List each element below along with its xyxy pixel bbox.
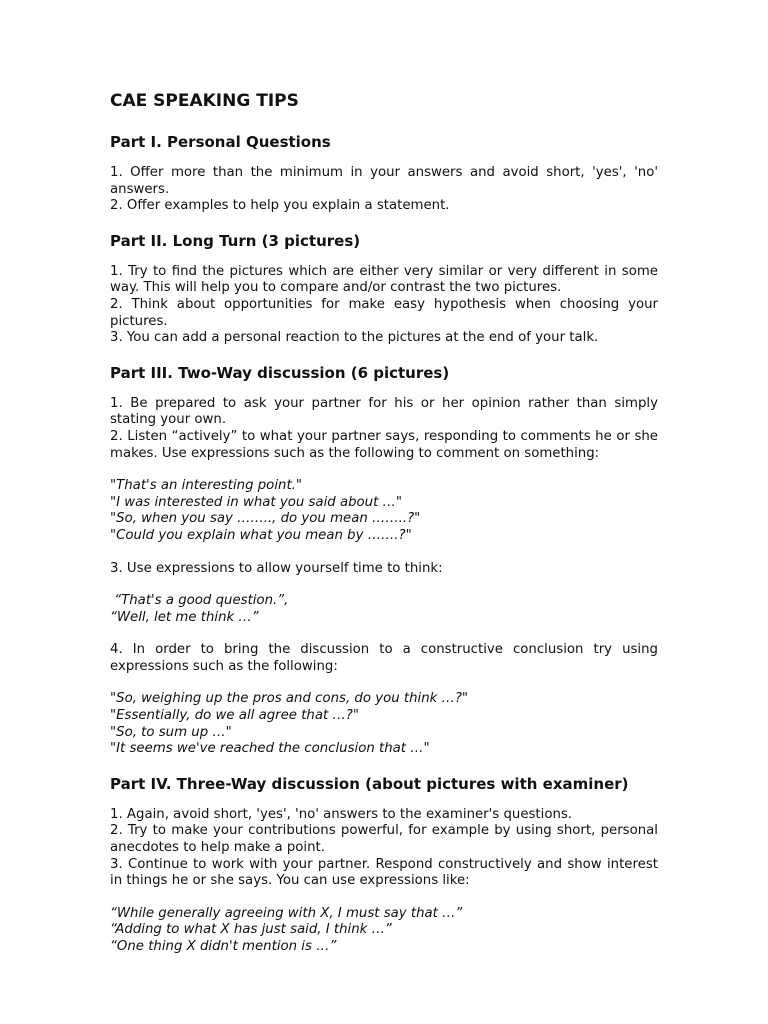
part4-item-3: 3. Continue to work with your partner. Respond constructively and show interest in things he or she says. You can use expressions like: — [110, 856, 658, 889]
part4-item-1: 1. Again, avoid short, 'yes', 'no' answers to the examiner's questions. — [110, 806, 573, 822]
part2-heading: Part II. Long Turn (3 pictures) — [110, 231, 361, 250]
part3-quote-4: "Could you explain what you mean by …….?" — [110, 527, 412, 543]
part4-list — [110, 807, 658, 956]
part3-think-quote-1: “That's a good question.”, — [110, 593, 289, 609]
part2-item-1: 1. Try to find the pictures which are either very similar or very different in some way. This will help you to compare and/or contrast the two pictures. — [110, 263, 658, 296]
part1-list — [110, 165, 658, 215]
part4-quote-3: “One thing X didn't mention is …” — [110, 939, 337, 954]
part4-item-2: 2. Try to make your contributions powerful, for example by using short, personal anecdotes to help make a point. — [110, 823, 658, 856]
part3-list — [110, 396, 658, 774]
part3-conclusion-quote-4: "It seems we've reached the conclusion that …" — [110, 741, 430, 757]
part3-heading: Part III. Two-Way discussion (6 pictures) — [110, 363, 450, 382]
part4-heading: Part IV. Three-Way discussion (about pictures with examiner) — [110, 774, 629, 793]
part3-item-3: 3. Use expressions to allow yourself time to think: — [110, 560, 443, 576]
part1-item-2: 2. Offer examples to help you explain a statement. — [110, 198, 450, 214]
part4-quote-2: “Adding to what X has just said, I think …” — [110, 922, 392, 938]
part3-conclusion-quote-2: "Essentially, do we all agree that …?" — [110, 708, 359, 724]
part3-item-4: 4. In order to bring the discussion to a constructive conclusion try using expressions such as the following: — [110, 642, 658, 674]
part1-item-1: 1. Offer more than the minimum in your answers and avoid short, 'yes', 'no' answers. — [110, 165, 658, 197]
part2-list — [110, 264, 658, 347]
part2-item-2: 2. Think about opportunities for make easy hypothesis when choosing your pictures. — [110, 296, 658, 329]
part3-quote-2: "I was interested in what you said about …" — [110, 494, 402, 510]
part3-quote-3: "So, when you say …….., do you mean ……..?" — [110, 511, 421, 527]
part3-conclusion-quote-3: "So, to sum up …" — [110, 724, 232, 740]
part1-heading: Part I. Personal Questions — [110, 133, 331, 151]
part3-quote-1: "That's an interesting point." — [110, 478, 303, 494]
document-page — [110, 90, 658, 956]
part3-think-quote-2: “Well, let me think …” — [110, 609, 259, 625]
part2-item-3: 3. You can add a personal reaction to the pictures at the end of your talk. — [110, 330, 599, 346]
part3-conclusion-quote-1: "So, weighing up the pros and cons, do you think …?" — [110, 691, 469, 707]
part3-item-1: 1. Be prepared to ask your partner for his or her opinion rather than simply stating your own. — [110, 395, 658, 428]
part3-item-2: 2. Listen “actively” to what your partner says, responding to comments he or she makes. Use expressions such as the following to comment on something: — [110, 428, 658, 461]
document-title: CAE SPEAKING TIPS — [110, 91, 299, 111]
part4-quote-1: “While generally agreeing with X, I must say that …” — [110, 905, 463, 921]
